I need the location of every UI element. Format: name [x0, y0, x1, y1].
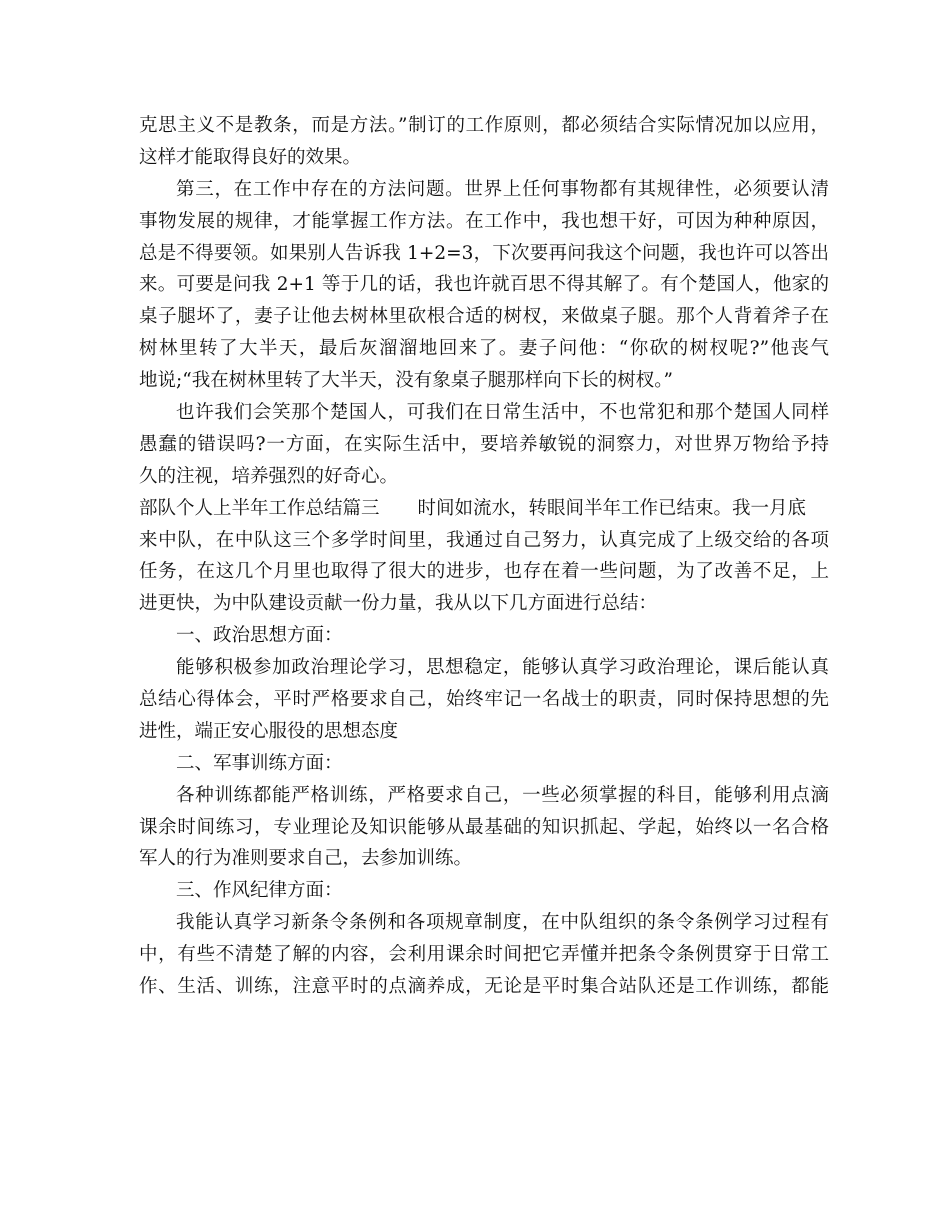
- section-heading-line: [139, 493, 829, 525]
- subheading: 一、政治思想方面：: [176, 625, 343, 647]
- text-line: 克思主义不是教条，而是方法。”制订的工作原则，都必须结合实际情况加以应用，: [139, 115, 829, 136]
- text-line: 这样才能取得良好的效果。: [139, 146, 362, 168]
- section-title: 部队个人上半年工作总结篇三: [139, 497, 380, 519]
- paragraph-start: 能够积极参加政治理论学习，思想稳定，能够认真学习政治理论，课后能认真: [176, 657, 829, 679]
- paragraph-start: 也许我们会笑那个楚国人，可我们在日常生活中，不也常犯和那个楚国人同样: [176, 402, 829, 424]
- text-line: 树林里转了大半天，最后灰溜溜地回来了。妻子问他：“你砍的树杈呢?”他丧气: [139, 338, 829, 360]
- text-line: 来。可要是问我 2+1 等于几的话，我也许就百思不得其解了。有个楚国人，他家的: [139, 274, 829, 296]
- text-line: 桌子腿坏了，妻子让他去树林里砍根合适的树杈，来做桌子腿。那个人背着斧子在: [139, 306, 829, 328]
- text-line: 事物发展的规律，才能掌握工作方法。在工作中，我也想干好，可因为种种原因，: [139, 210, 829, 232]
- paragraph-start: 各种训练都能严格训练，严格要求自己，一些必须掌握的科目，能够利用点滴: [176, 784, 829, 806]
- section-intro: 时间如流水，转眼间半年工作已结束。我一月底: [417, 497, 807, 519]
- text-line: 中，有些不清楚了解的内容，会利用课余时间把它弄懂并把条令条例贯穿于日常工: [139, 944, 829, 966]
- paragraph-start: 我能认真学习新条令条例和各项规章制度，在中队组织的条令条例学习过程有: [176, 912, 829, 934]
- text-line: 进更快，为中队建设贡献一份力量，我从以下几方面进行总结：: [139, 593, 658, 615]
- subheading: 二、军事训练方面：: [176, 752, 343, 774]
- text-line: 久的注视，培养强烈的好奇心。: [139, 465, 399, 487]
- text-line: 任务，在这几个月里也取得了很大的进步，也存在着一些问题，为了改善不足，上: [139, 561, 829, 583]
- subheading: 三、作风纪律方面：: [176, 880, 343, 902]
- text-line: 地说;“我在树林里转了大半天，没有象桌子腿那样向下长的树杈。”: [139, 370, 673, 392]
- text-line: 总是不得要领。如果别人告诉我 1+2=3，下次要再问我这个问题，我也许可以答出: [139, 242, 829, 264]
- text-line: 进性，端正安心服役的思想态度: [139, 720, 399, 742]
- text-line: 愚蠢的错误吗?一方面，在实际生活中，要培养敏锐的洞察力，对世界万物给予持: [139, 433, 829, 455]
- text-line: 总结心得体会，平时严格要求自己，始终牢记一名战士的职责，同时保持思想的先: [139, 689, 829, 711]
- text-line: 课余时间练习，专业理论及知识能够从最基础的知识抓起、学起，始终以一名合格: [139, 816, 829, 838]
- text-line: 来中队，在中队这三个多学时间里，我通过自己努力，认真完成了上级交给的各项: [139, 529, 829, 551]
- document-body: [139, 110, 829, 1003]
- text-line: 军人的行为准则要求自己，去参加训练。: [139, 848, 473, 870]
- paragraph-start: 第三，在工作中存在的方法问题。世界上任何事物都有其规律性，必须要认清: [176, 178, 829, 200]
- text-line: 作、生活、训练，注意平时的点滴养成，无论是平时集合站队还是工作训练，都能: [139, 976, 829, 998]
